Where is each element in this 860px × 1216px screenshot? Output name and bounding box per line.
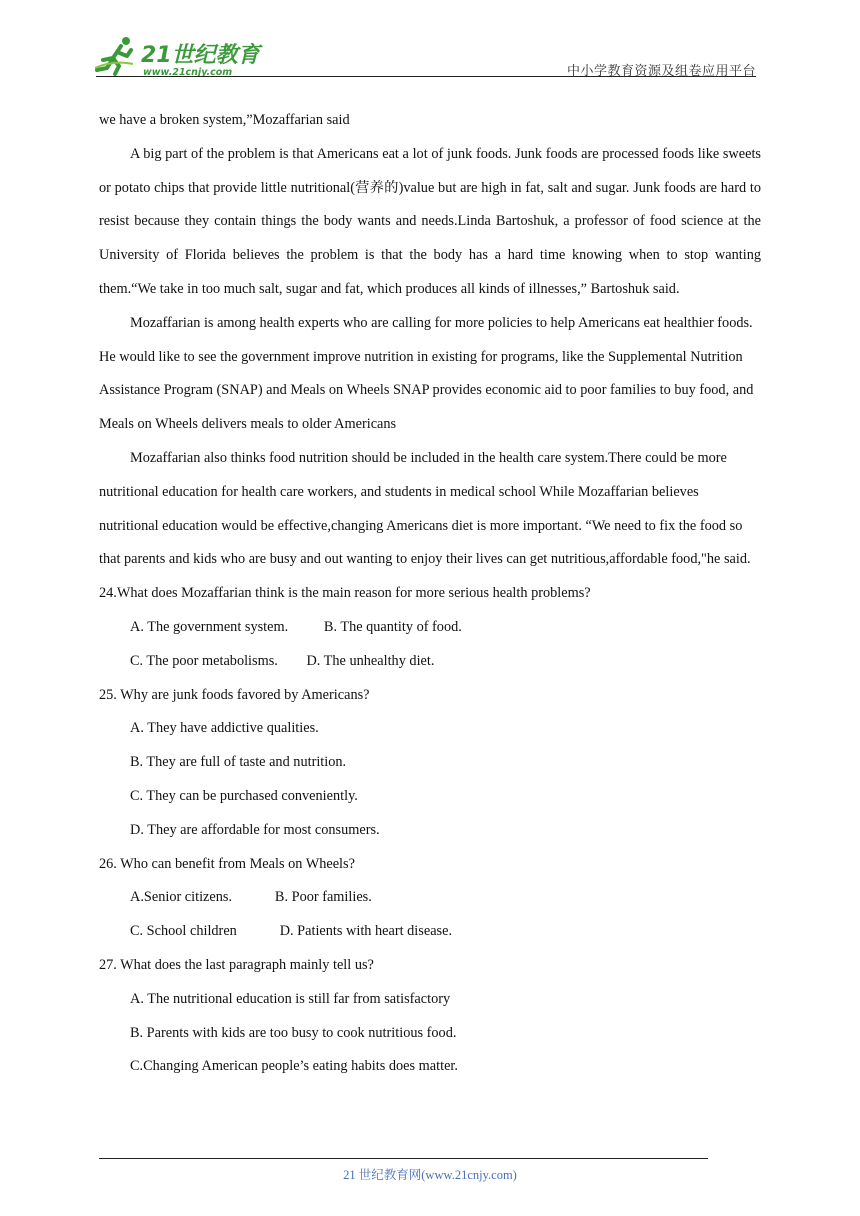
- paragraph-1: A big part of the problem is that Americans eat a lot of junk foods. Junk foods are processed foods like sweets or potato chips that provide little nutritional(营养的)value but are high in fat, salt and sugar. Junk foods are hard to resist because they contain things the body wants and needs.Linda Bartoshuk, a professor of food science at the University of Florida believes the problem is that the body has a hard time knowing when to stop wanting them.“We take in too much salt, sugar and fat, which produces all kinds of illnesses,” Bartoshuk said.: [99, 145, 761, 297]
- question-24-stem: 24.What does Mozaffarian think is the main reason for more serious health problems?: [99, 585, 591, 602]
- question-26-options-1: A.Senior citizens. B. Poor families.: [130, 889, 372, 906]
- question-27-option-b: B. Parents with kids are too busy to cook nutritious food.: [130, 1024, 457, 1041]
- paragraph-3: Mozaffarian also thinks food nutrition should be included in the health care system.There could be more nutritional education for health care workers, and students in medical school While Mozaffarian believes nutritional education would be effective,changing Americans diet is more important. “We need to fix the food so that parents and kids who are busy and out wanting to enjoy their lives can get nutritious,affordable food,"he said.: [99, 449, 751, 568]
- question-26-options-2: C. School children D. Patients with heart disease.: [130, 923, 453, 940]
- logo-url: www.21cnjy.com: [143, 67, 233, 78]
- paragraph-0: we have a broken system,”Mozaffarian said: [99, 112, 350, 128]
- question-25-stem: 25. Why are junk foods favored by Americans?: [99, 686, 370, 703]
- header-divider: [96, 76, 756, 77]
- question-26-stem: 26. Who can benefit from Meals on Wheels?: [99, 855, 355, 872]
- question-25-option-d: D. They are affordable for most consumers.: [130, 821, 380, 838]
- question-27-stem: 27. What does the last paragraph mainly tell us?: [99, 956, 374, 973]
- question-25-option-b: B. They are full of taste and nutrition.: [130, 754, 347, 771]
- document-body: [99, 104, 761, 1084]
- logo-text: 21世纪教育: [141, 43, 260, 68]
- footer-divider: [99, 1158, 708, 1159]
- header-platform-text: 中小学教育资源及组卷应用平台: [566, 63, 756, 78]
- question-24-options-2: C. The poor metabolisms. D. The unhealthy diet.: [130, 652, 435, 669]
- question-24-options-1: A. The government system. B. The quantity of food.: [130, 618, 462, 635]
- question-27-option-c: C.Changing American people’s eating habits does matter.: [130, 1058, 458, 1075]
- paragraph-2: Mozaffarian is among health experts who are calling for more policies to help Americans eat healthier foods. He would like to see the government improve nutrition in existing for programs, like the Supplemental Nutrition Assistance Program (SNAP) and Meals on Wheels SNAP provides economic aid to poor families to buy food, and Meals on Wheels delivers meals to older Americans: [99, 314, 754, 433]
- question-25-option-c: C. They can be purchased conveniently.: [130, 787, 358, 804]
- question-27-option-a: A. The nutritional education is still far from satisfactory: [130, 990, 451, 1007]
- footer-text: 21 世纪教育网(www.21cnjy.com): [343, 1168, 517, 1182]
- question-25-option-a: A. They have addictive qualities.: [130, 720, 319, 737]
- site-logo: [93, 34, 263, 78]
